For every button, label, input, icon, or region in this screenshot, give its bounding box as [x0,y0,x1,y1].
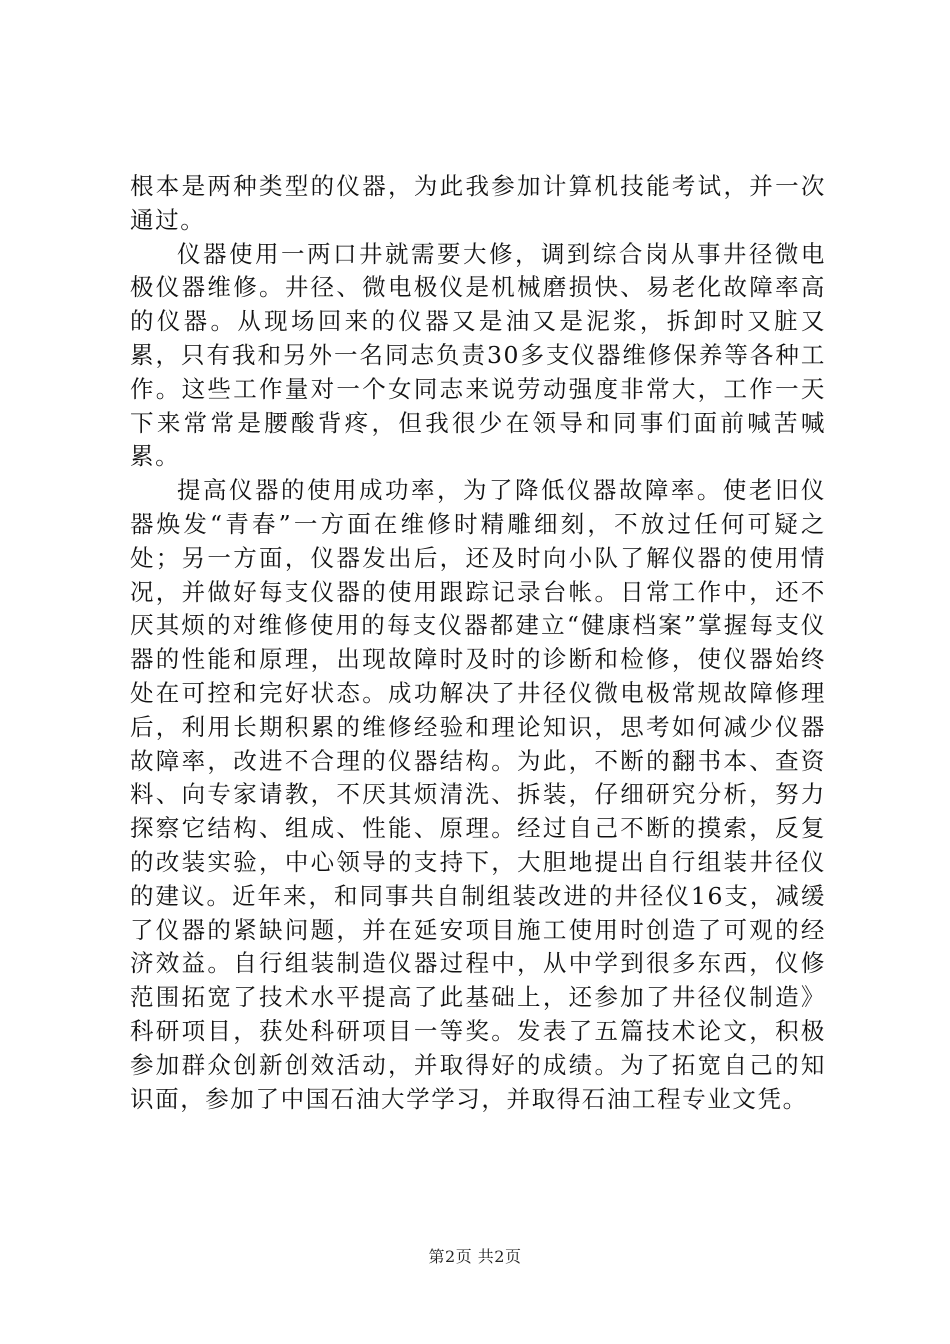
paragraph-2: 仪器使用一两口井就需要大修，调到综合岗从事井径微电极仪器维修。井径、微电极仪是机械磨损快、易老化故障率高的仪器。从现场回来的仪器又是油又是泥浆，拆卸时又脏又累，只有我和另外一名同志负责30多支仪器维修保养等各种工作。这些工作量对一个女同志来说劳动强度非常大，工作一天下来常常是腰酸背疼，但我很少在领导和同事们面前喊苦喊累。 [130,239,826,471]
paragraph-1: 根本是两种类型的仪器，为此我参加计算机技能考试，并一次通过。 [130,172,826,234]
page-number-footer: 第2页 共2页 [428,1247,522,1266]
document-body [130,170,826,1116]
paragraph-3: 提高仪器的使用成功率，为了降低仪器故障率。使老旧仪器焕发“青春”一方面在维修时精雕细刻，不放过任何可疑之处；另一方面，仪器发出后，还及时向小队了解仪器的使用情况，并做好每支仪器的使用跟踪记录台帐。日常工作中，还不厌其烦的对维修使用的每支仪器都建立“健康档案”掌握每支仪器的性能和原理，出现故障时及时的诊断和检修，使仪器始终处在可控和完好状态。成功解决了井径仪微电极常规故障修理后，利用长期积累的维修经验和理论知识，思考如何减少仪器故障率，改进不合理的仪器结构。为此，不断的翻书本、查资料、向专家请教，不厌其烦清洗、拆装，仔细研究分析，努力探察它结构、组成、性能、原理。经过自己不断的摸索，反复的改装实验，中心领导的支持下，大胆地提出自行组装井径仪的建议。近年来，和同事共自制组装改进的井径仪16支，减缓了仪器的紧缺问题，并在延安项目施工使用时创造了可观的经济效益。自行组装制造仪器过程中，从中学到很多东西，仪修范围拓宽了技术水平提高了此基础上，还参加了井径仪制造》科研项目，获处科研项目一等奖。发表了五篇技术论文，积极参加群众创新创效活动，并取得好的成绩。为了拓宽自己的知识面，参加了中国石油大学学习，并取得石油工程专业文凭。 [130,476,826,1113]
